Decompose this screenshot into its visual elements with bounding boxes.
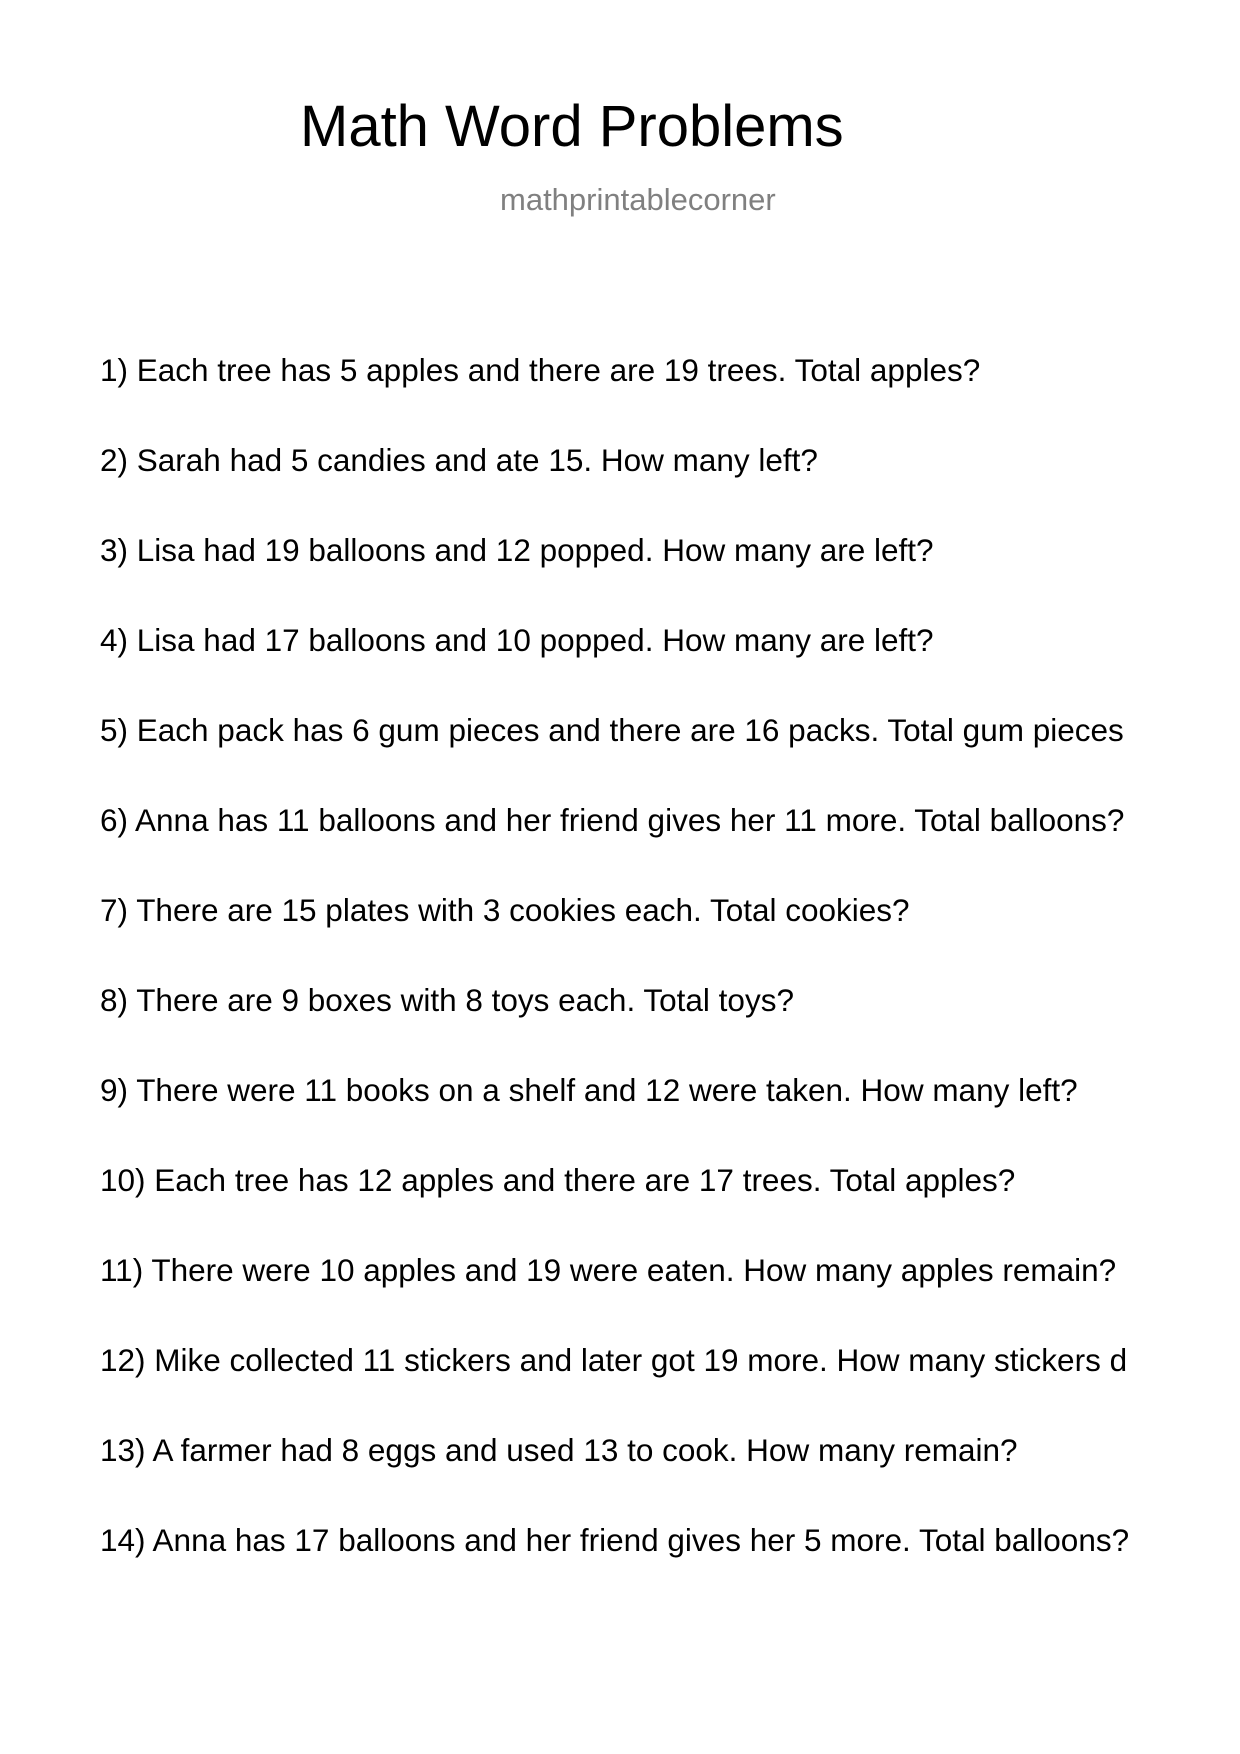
- problem-item: 4) Lisa had 17 balloons and 10 popped. How many are left?: [100, 622, 934, 658]
- problem-item: 9) There were 11 books on a shelf and 12 were taken. How many left?: [100, 1072, 1078, 1108]
- problem-item: 6) Anna has 11 balloons and her friend gives her 11 more. Total balloons?: [100, 802, 1125, 838]
- problem-item: 2) Sarah had 5 candies and ate 15. How many left?: [100, 442, 818, 478]
- problem-item: 10) Each tree has 12 apples and there are 17 trees. Total apples?: [100, 1162, 1016, 1198]
- worksheet-subtitle: mathprintablecorner: [500, 182, 776, 217]
- problem-item: 11) There were 10 apples and 19 were eaten. How many apples remain?: [100, 1252, 1117, 1288]
- problem-item: 12) Mike collected 11 stickers and later got 19 more. How many stickers d: [100, 1342, 1128, 1378]
- problem-item: 14) Anna has 17 balloons and her friend gives her 5 more. Total balloons?: [100, 1522, 1130, 1558]
- problem-item: 7) There are 15 plates with 3 cookies each. Total cookies?: [100, 892, 910, 928]
- problem-item: 5) Each pack has 6 gum pieces and there are 16 packs. Total gum pieces: [100, 712, 1124, 748]
- worksheet-title: Math Word Problems: [300, 94, 844, 159]
- problem-list: [100, 352, 1240, 1612]
- problem-item: 13) A farmer had 8 eggs and used 13 to cook. How many remain?: [100, 1432, 1018, 1468]
- problem-item: 3) Lisa had 19 balloons and 12 popped. How many are left?: [100, 532, 934, 568]
- problem-item: 8) There are 9 boxes with 8 toys each. Total toys?: [100, 982, 794, 1018]
- problem-item: 1) Each tree has 5 apples and there are 19 trees. Total apples?: [100, 352, 981, 388]
